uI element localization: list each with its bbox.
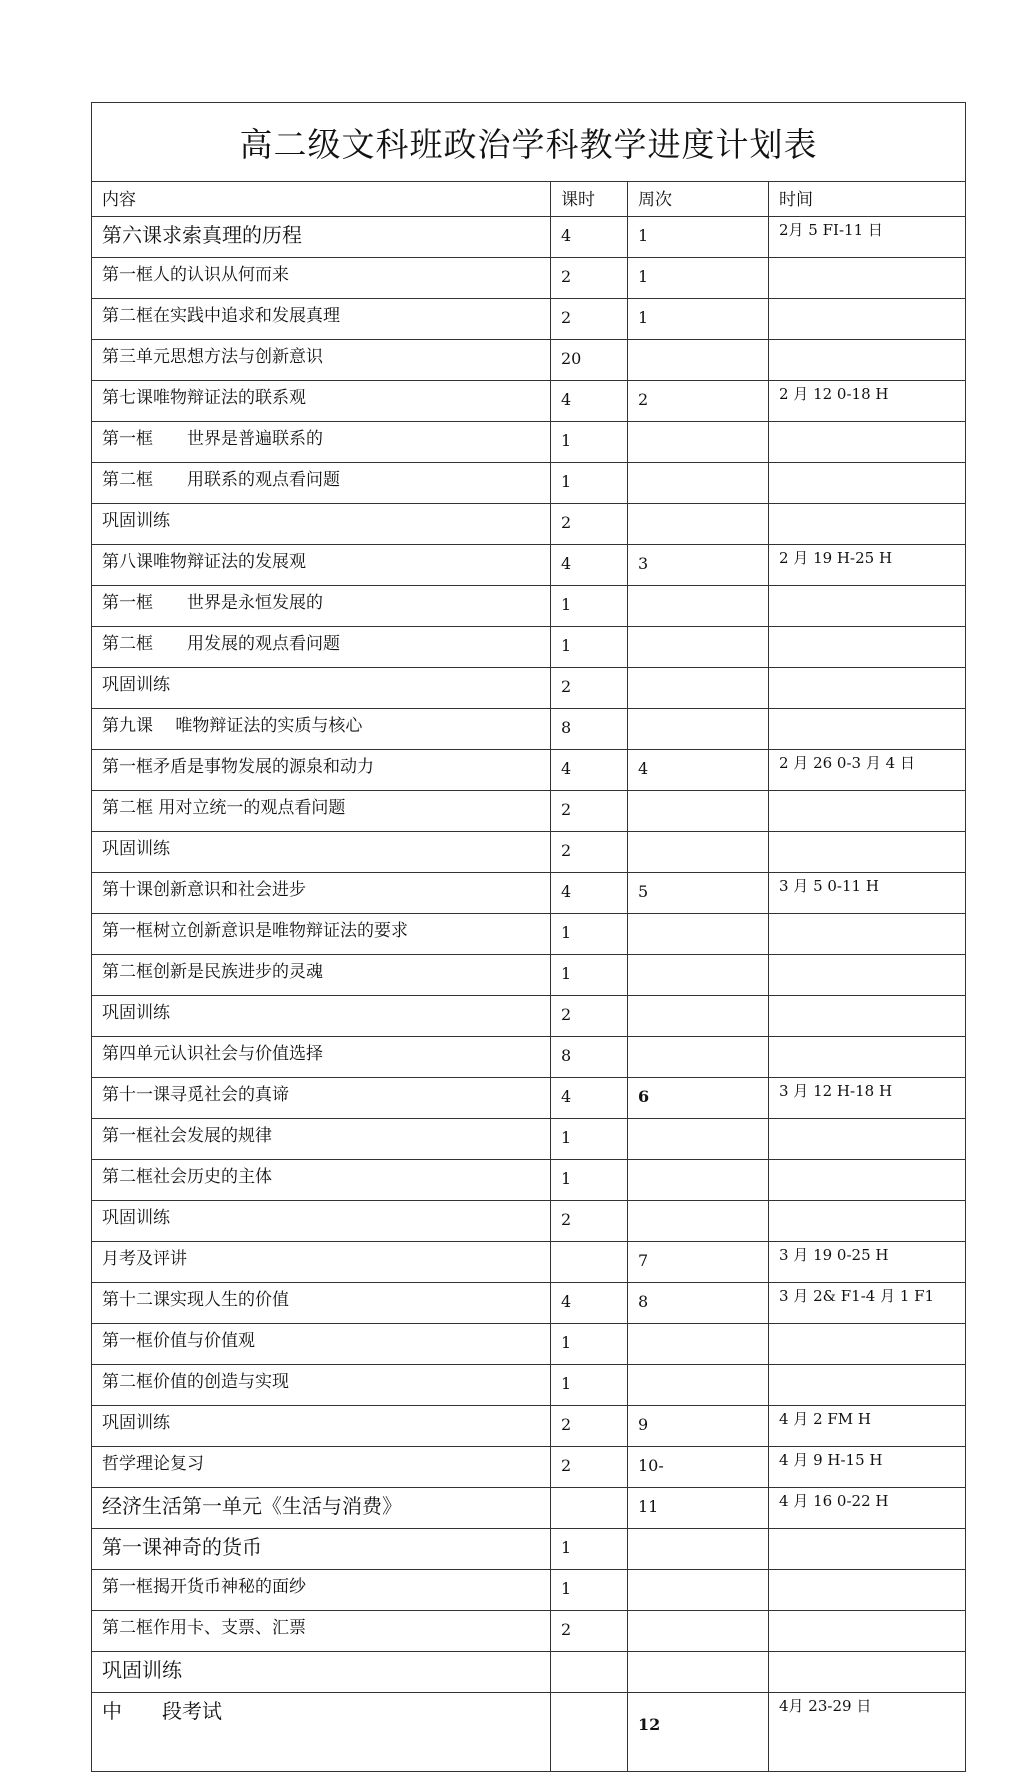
row-week: 3: [628, 545, 769, 586]
row-hours: 1: [551, 1529, 628, 1570]
header-content: 内容: [92, 182, 551, 217]
table-row: [92, 791, 966, 832]
row-content: 第二框在实践中追求和发展真理: [92, 299, 551, 340]
row-time: 4 月 2 FM H: [769, 1406, 966, 1447]
row-time: [769, 422, 966, 463]
table-row: [92, 381, 966, 422]
row-content: 第一框树立创新意识是唯物辩证法的要求: [92, 914, 551, 955]
row-week: 12: [628, 1693, 769, 1772]
row-week: [628, 832, 769, 873]
row-hours: 4: [551, 545, 628, 586]
row-content: 月考及评讲: [92, 1242, 551, 1283]
row-hours: 4: [551, 873, 628, 914]
row-hours: 2: [551, 299, 628, 340]
row-content: 第七课唯物辩证法的联系观: [92, 381, 551, 422]
row-week: [628, 422, 769, 463]
row-hours: 1: [551, 1365, 628, 1406]
row-hours: 2: [551, 1447, 628, 1488]
row-time: 2月 5 FI-11 日: [769, 217, 966, 258]
row-hours: 20: [551, 340, 628, 381]
table-row: [92, 1693, 966, 1772]
row-hours: 2: [551, 504, 628, 545]
row-time: [769, 1037, 966, 1078]
row-time: [769, 1324, 966, 1365]
table-row: [92, 1570, 966, 1611]
row-hours: [551, 1488, 628, 1529]
row-time: [769, 258, 966, 299]
table-row: [92, 1324, 966, 1365]
row-time: 3 月 5 0-11 H: [769, 873, 966, 914]
row-week: [628, 1529, 769, 1570]
row-hours: 1: [551, 1324, 628, 1365]
row-time: [769, 463, 966, 504]
row-week: [628, 996, 769, 1037]
row-content: 第十一课寻觅社会的真谛: [92, 1078, 551, 1119]
row-content: 第二框 用发展的观点看问题: [92, 627, 551, 668]
row-hours: 1: [551, 955, 628, 996]
row-content: 第二框创新是民族进步的灵魂: [92, 955, 551, 996]
row-week: [628, 340, 769, 381]
row-hours: 1: [551, 1570, 628, 1611]
row-content: 巩固训练: [92, 668, 551, 709]
row-hours: 2: [551, 668, 628, 709]
document-title: 高二级文科班政治学科教学进度计划表: [92, 103, 966, 182]
table-row: [92, 1365, 966, 1406]
row-hours: [551, 1652, 628, 1693]
row-hours: 8: [551, 709, 628, 750]
row-week: [628, 1652, 769, 1693]
row-hours: 4: [551, 1283, 628, 1324]
row-hours: 2: [551, 832, 628, 873]
row-week: [628, 627, 769, 668]
row-week: [628, 463, 769, 504]
row-time: [769, 627, 966, 668]
row-time: [769, 791, 966, 832]
row-content: 第二框价值的创造与实现: [92, 1365, 551, 1406]
header-hours: 课时: [551, 182, 628, 217]
table-row: [92, 627, 966, 668]
row-time: [769, 709, 966, 750]
row-content: 第二框 用联系的观点看问题: [92, 463, 551, 504]
row-week: 1: [628, 299, 769, 340]
table-row: [92, 463, 966, 504]
row-week: [628, 1570, 769, 1611]
row-content: 巩固训练: [92, 1652, 551, 1693]
row-time: 2 月 12 0-18 H: [769, 381, 966, 422]
row-time: 3 月 19 0-25 H: [769, 1242, 966, 1283]
row-week: [628, 668, 769, 709]
table-row: [92, 217, 966, 258]
row-time: 4月 23-29 日: [769, 1693, 966, 1772]
row-hours: 4: [551, 381, 628, 422]
row-hours: 2: [551, 258, 628, 299]
row-time: 2 月 19 H-25 H: [769, 545, 966, 586]
row-hours: 1: [551, 914, 628, 955]
row-hours: 4: [551, 750, 628, 791]
table-row: [92, 299, 966, 340]
row-week: [628, 1160, 769, 1201]
row-hours: [551, 1693, 628, 1772]
table-row: [92, 1037, 966, 1078]
table-row: [92, 545, 966, 586]
row-week: 4: [628, 750, 769, 791]
row-content: 经济生活第一单元《生活与消费》: [92, 1488, 551, 1529]
table-row: [92, 1283, 966, 1324]
row-content: 中 段考试: [92, 1693, 551, 1772]
table-row: [92, 1201, 966, 1242]
table-row: [92, 1652, 966, 1693]
row-time: [769, 299, 966, 340]
row-content: 第十二课实现人生的价值: [92, 1283, 551, 1324]
row-week: 5: [628, 873, 769, 914]
row-content: 第一框人的认识从何而来: [92, 258, 551, 299]
row-hours: 1: [551, 1160, 628, 1201]
table-row: [92, 1242, 966, 1283]
row-hours: 8: [551, 1037, 628, 1078]
row-hours: 4: [551, 1078, 628, 1119]
row-hours: [551, 1242, 628, 1283]
row-content: 巩固训练: [92, 504, 551, 545]
row-week: 1: [628, 217, 769, 258]
row-time: [769, 668, 966, 709]
table-row: [92, 873, 966, 914]
row-time: 3 月 12 H-18 H: [769, 1078, 966, 1119]
row-week: 2: [628, 381, 769, 422]
row-time: [769, 996, 966, 1037]
table-row: [92, 1488, 966, 1529]
row-content: 第一框社会发展的规律: [92, 1119, 551, 1160]
row-week: 7: [628, 1242, 769, 1283]
row-week: 8: [628, 1283, 769, 1324]
row-content: 第一框 世界是普遍联系的: [92, 422, 551, 463]
row-time: [769, 832, 966, 873]
table-row: [92, 1078, 966, 1119]
table-row: [92, 1406, 966, 1447]
row-hours: 1: [551, 463, 628, 504]
row-time: [769, 1611, 966, 1652]
table-row: [92, 1529, 966, 1570]
row-content: 第一框 世界是永恒发展的: [92, 586, 551, 627]
table-row: [92, 832, 966, 873]
row-time: [769, 504, 966, 545]
row-content: 哲学理论复习: [92, 1447, 551, 1488]
row-week: 1: [628, 258, 769, 299]
schedule-table: [91, 102, 966, 1772]
row-time: [769, 914, 966, 955]
row-time: [769, 1365, 966, 1406]
row-time: [769, 1529, 966, 1570]
row-content: 巩固训练: [92, 996, 551, 1037]
table-row: [92, 668, 966, 709]
row-time: [769, 1119, 966, 1160]
row-hours: 1: [551, 627, 628, 668]
row-content: 第四单元认识社会与价值选择: [92, 1037, 551, 1078]
row-hours: 2: [551, 1201, 628, 1242]
row-week: 11: [628, 1488, 769, 1529]
table-row: [92, 996, 966, 1037]
row-content: 第十课创新意识和社会进步: [92, 873, 551, 914]
header-row: [92, 182, 966, 217]
row-week: [628, 1201, 769, 1242]
row-content: 第三单元思想方法与创新意识: [92, 340, 551, 381]
row-content: 第一课神奇的货币: [92, 1529, 551, 1570]
row-time: [769, 955, 966, 996]
row-time: 4 月 9 H-15 H: [769, 1447, 966, 1488]
row-week: 6: [628, 1078, 769, 1119]
row-hours: 2: [551, 1406, 628, 1447]
row-week: [628, 914, 769, 955]
table-row: [92, 1447, 966, 1488]
table-row: [92, 914, 966, 955]
row-content: 巩固训练: [92, 1406, 551, 1447]
row-content: 第一框揭开货币神秘的面纱: [92, 1570, 551, 1611]
table-row: [92, 1611, 966, 1652]
row-time: [769, 586, 966, 627]
row-hours: 2: [551, 1611, 628, 1652]
table-row: [92, 586, 966, 627]
row-content: 巩固训练: [92, 1201, 551, 1242]
row-time: [769, 1160, 966, 1201]
table-row: [92, 258, 966, 299]
table-row: [92, 1119, 966, 1160]
row-hours: 2: [551, 791, 628, 832]
row-content: 第一框价值与价值观: [92, 1324, 551, 1365]
row-hours: 1: [551, 586, 628, 627]
row-content: 第二框作用卡、支票、汇票: [92, 1611, 551, 1652]
row-content: 第一框矛盾是事物发展的源泉和动力: [92, 750, 551, 791]
row-week: [628, 586, 769, 627]
row-week: [628, 791, 769, 832]
row-week: [628, 1037, 769, 1078]
table-row: [92, 1160, 966, 1201]
row-time: 2 月 26 0-3 月 4 日: [769, 750, 966, 791]
row-time: [769, 1201, 966, 1242]
row-time: 4 月 16 0-22 H: [769, 1488, 966, 1529]
row-hours: 4: [551, 217, 628, 258]
row-time: [769, 340, 966, 381]
row-content: 第六课求索真理的历程: [92, 217, 551, 258]
row-week: [628, 709, 769, 750]
row-content: 第八课唯物辩证法的发展观: [92, 545, 551, 586]
row-hours: 1: [551, 422, 628, 463]
row-week: [628, 1119, 769, 1160]
row-content: 第九课 唯物辩证法的实质与核心: [92, 709, 551, 750]
row-week: 10-: [628, 1447, 769, 1488]
table-row: [92, 750, 966, 791]
table-row: [92, 504, 966, 545]
row-hours: 2: [551, 996, 628, 1037]
row-content: 第二框社会历史的主体: [92, 1160, 551, 1201]
table-row: [92, 709, 966, 750]
table-row: [92, 955, 966, 996]
row-time: 3 月 2& F1-4 月 1 F1: [769, 1283, 966, 1324]
header-week: 周次: [628, 182, 769, 217]
row-week: [628, 1324, 769, 1365]
row-content: 巩固训练: [92, 832, 551, 873]
table-row: [92, 422, 966, 463]
row-time: [769, 1652, 966, 1693]
row-hours: 1: [551, 1119, 628, 1160]
row-week: 9: [628, 1406, 769, 1447]
row-week: [628, 504, 769, 545]
row-week: [628, 1365, 769, 1406]
table-row: [92, 340, 966, 381]
row-content: 第二框 用对立统一的观点看问题: [92, 791, 551, 832]
row-week: [628, 955, 769, 996]
header-time: 时间: [769, 182, 966, 217]
row-week: [628, 1611, 769, 1652]
row-time: [769, 1570, 966, 1611]
